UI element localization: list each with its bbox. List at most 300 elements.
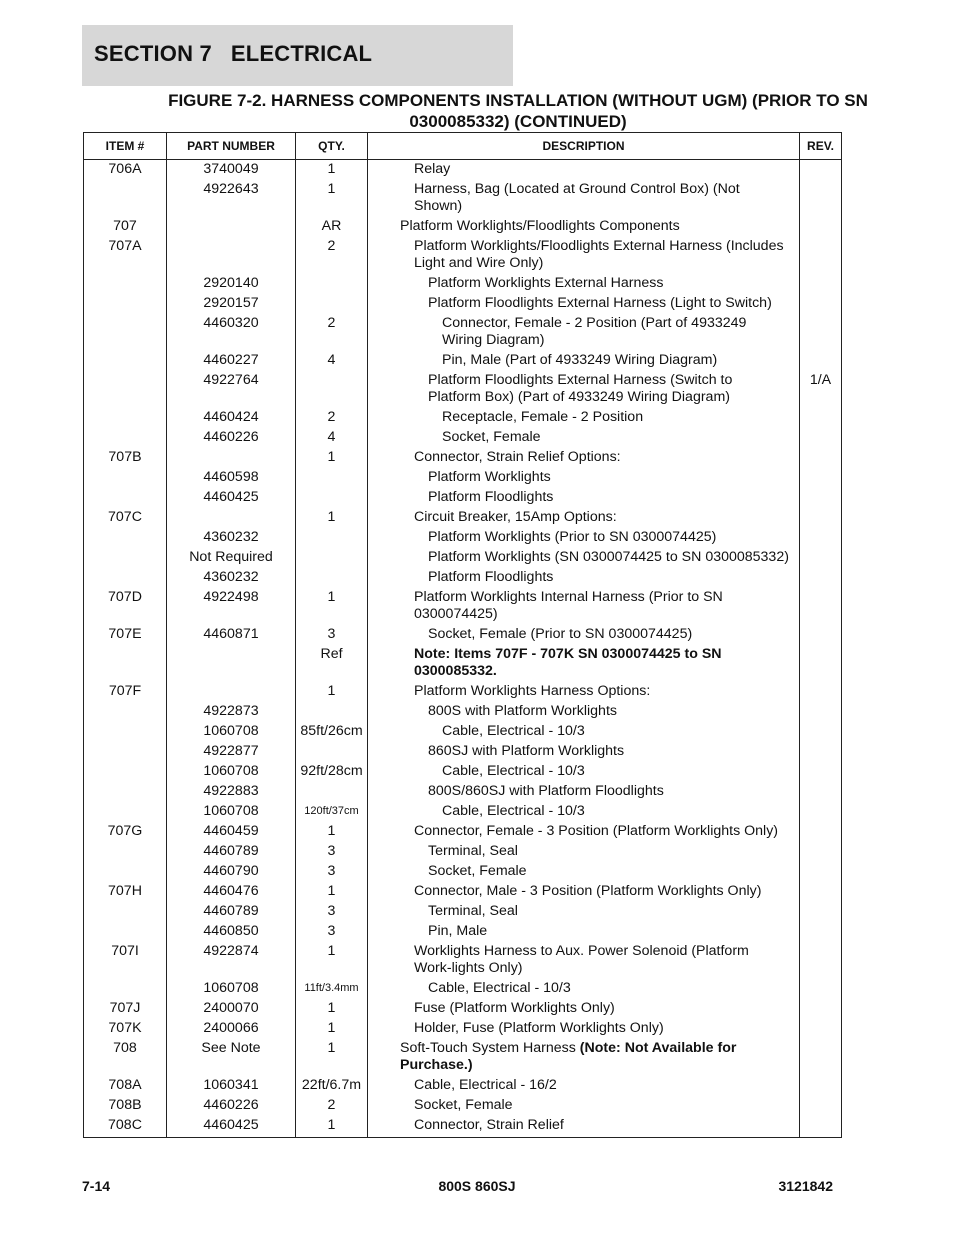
qty-cell: 120ft/37cm (296, 801, 368, 821)
rev-cell (800, 527, 842, 547)
description-text: Platform Floodlights External Harness (Switch to Platform Box) (Part of 4933249 Wiring Diagram) (428, 372, 733, 405)
description-cell (368, 313, 800, 350)
description-cell (368, 527, 800, 547)
table-row (84, 781, 842, 801)
part-number-cell: 4922877 (167, 741, 296, 761)
description-text: Platform Worklights/Floodlights Components (400, 218, 680, 234)
description-cell (368, 447, 800, 467)
header-description: DESCRIPTION (368, 133, 800, 160)
part-number-cell: 4922873 (167, 701, 296, 721)
qty-cell (296, 701, 368, 721)
description-cell (368, 841, 800, 861)
page-number: 7-14 (82, 1178, 111, 1194)
rev-cell (800, 179, 842, 216)
section-title: SECTION 7 ELECTRICAL (94, 41, 373, 66)
description-cell (368, 861, 800, 881)
item-number-cell (84, 761, 167, 781)
rev-cell (800, 644, 842, 681)
part-number-cell (167, 216, 296, 236)
description-text: Connector, Male - 3 Position (Platform Worklights Only) (414, 883, 762, 899)
description-cell (368, 921, 800, 941)
rev-cell (800, 781, 842, 801)
table-row (84, 527, 842, 547)
item-number-cell (84, 921, 167, 941)
table-row (84, 216, 842, 236)
table-row (84, 644, 842, 681)
qty-cell: AR (296, 216, 368, 236)
description-text: Platform Worklights Internal Harness (Prior to SN 0300074425) (414, 589, 723, 622)
table-row (84, 293, 842, 313)
qty-cell: 1 (296, 881, 368, 901)
table-row (84, 350, 842, 370)
rev-cell (800, 721, 842, 741)
rev-cell (800, 160, 842, 180)
table-row (84, 1038, 842, 1075)
table-row (84, 624, 842, 644)
description-text: 800S with Platform Worklights (428, 703, 617, 719)
part-number-cell: 4460850 (167, 921, 296, 941)
qty-cell: 2 (296, 313, 368, 350)
description-text: Platform Floodlights (428, 569, 554, 585)
part-number-cell: 4460789 (167, 901, 296, 921)
item-number-cell (84, 721, 167, 741)
rev-cell (800, 761, 842, 781)
description-text: Socket, Female (428, 863, 527, 879)
part-number-cell: 4460871 (167, 624, 296, 644)
item-number-cell (84, 427, 167, 447)
part-number-cell: 4460598 (167, 467, 296, 487)
description-text: Cable, Electrical - 16/2 (414, 1077, 557, 1093)
rev-cell (800, 998, 842, 1018)
qty-cell: 11ft/3.4mm (296, 978, 368, 998)
description-text: 800S/860SJ with Platform Floodlights (428, 783, 664, 799)
header-item: ITEM # (84, 133, 167, 160)
item-number-cell (84, 487, 167, 507)
description-cell (368, 273, 800, 293)
item-number-cell: 707E (84, 624, 167, 644)
description-text: Platform Worklights (Prior to SN 0300074425) (428, 529, 717, 545)
item-number-cell (84, 527, 167, 547)
description-text: Platform Floodlights External Harness (Light to Switch) (428, 295, 772, 311)
rev-cell (800, 1018, 842, 1038)
rev-cell (800, 1038, 842, 1075)
description-cell (368, 216, 800, 236)
item-number-cell (84, 293, 167, 313)
rev-cell (800, 447, 842, 467)
qty-cell: 1 (296, 1018, 368, 1038)
description-cell (368, 624, 800, 644)
description-cell (368, 370, 800, 407)
qty-cell (296, 741, 368, 761)
item-number-cell: 707G (84, 821, 167, 841)
qty-cell (296, 467, 368, 487)
table-row (84, 447, 842, 467)
item-number-cell: 708C (84, 1115, 167, 1138)
rev-cell (800, 901, 842, 921)
qty-cell: 2 (296, 407, 368, 427)
table-row (84, 547, 842, 567)
table-row (84, 427, 842, 447)
description-text: Cable, Electrical - 10/3 (428, 980, 571, 996)
description-cell (368, 487, 800, 507)
item-number-cell (84, 861, 167, 881)
part-number-cell (167, 447, 296, 467)
part-number-cell: 4460424 (167, 407, 296, 427)
part-number-cell: 4460227 (167, 350, 296, 370)
rev-cell (800, 350, 842, 370)
qty-cell: 1 (296, 179, 368, 216)
rev-cell (800, 487, 842, 507)
rev-cell (800, 587, 842, 624)
part-number-cell: 2920157 (167, 293, 296, 313)
part-number-cell (167, 644, 296, 681)
part-number-cell: 1060708 (167, 801, 296, 821)
qty-cell: 1 (296, 447, 368, 467)
description-cell (368, 781, 800, 801)
qty-cell: 3 (296, 901, 368, 921)
description-text: Platform Worklights Harness Options: (414, 683, 651, 699)
qty-cell: 4 (296, 427, 368, 447)
part-number-cell: 4922498 (167, 587, 296, 624)
part-number-cell: 1060708 (167, 761, 296, 781)
part-number-cell: 4922883 (167, 781, 296, 801)
qty-cell: 1 (296, 587, 368, 624)
rev-cell: 1/A (800, 370, 842, 407)
rev-cell (800, 467, 842, 487)
part-number-cell: 1060341 (167, 1075, 296, 1095)
qty-cell: 22ft/6.7m (296, 1075, 368, 1095)
document-number: 3121842 (778, 1178, 833, 1194)
figure-title: FIGURE 7-2. HARNESS COMPONENTS INSTALLATION (WITHOUT UGM) (PRIOR TO SN 0300085332) (CONTINUED) (168, 91, 868, 131)
item-number-cell (84, 313, 167, 350)
item-number-cell: 707I (84, 941, 167, 978)
qty-cell: 1 (296, 160, 368, 180)
description-text: Holder, Fuse (Platform Worklights Only) (414, 1020, 664, 1036)
item-number-cell: 707B (84, 447, 167, 467)
description-text: Platform Worklights/Floodlights External Harness (Includes Light and Wire Only) (414, 238, 784, 271)
description-text: Platform Worklights External Harness (428, 275, 664, 291)
table-row (84, 701, 842, 721)
table-row (84, 741, 842, 761)
qty-cell (296, 293, 368, 313)
description-text: Cable, Electrical - 10/3 (442, 763, 585, 779)
description-text: Pin, Male (428, 923, 488, 939)
qty-cell: 1 (296, 507, 368, 527)
description-text: Pin, Male (Part of 4933249 Wiring Diagram) (442, 352, 718, 368)
part-number-cell: 2400066 (167, 1018, 296, 1038)
item-number-cell (84, 467, 167, 487)
description-cell (368, 236, 800, 273)
description-cell (368, 881, 800, 901)
item-number-cell (84, 841, 167, 861)
rev-cell (800, 313, 842, 350)
description-text: Socket, Female (442, 429, 541, 445)
rev-cell (800, 1075, 842, 1095)
table-row (84, 313, 842, 350)
description-cell (368, 681, 800, 701)
table-row (84, 821, 842, 841)
table-row (84, 160, 842, 180)
part-number-cell: 2400070 (167, 998, 296, 1018)
description-text: Connector, Strain Relief Options: (414, 449, 621, 465)
qty-cell: 3 (296, 921, 368, 941)
table-row (84, 721, 842, 741)
part-number-cell: 4922764 (167, 370, 296, 407)
description-cell (368, 941, 800, 978)
rev-cell (800, 701, 842, 721)
item-number-cell: 708A (84, 1075, 167, 1095)
part-number-cell: 4360232 (167, 527, 296, 547)
table-row (84, 1095, 842, 1115)
description-text: Connector, Female - 2 Position (Part of 4933249 Wiring Diagram) (442, 315, 747, 348)
table-row (84, 841, 842, 861)
table-row (84, 507, 842, 527)
description-cell (368, 407, 800, 427)
description-text: Socket, Female (414, 1097, 513, 1113)
description-cell (368, 1075, 800, 1095)
table-row (84, 587, 842, 624)
part-number-cell: 4922643 (167, 179, 296, 216)
table-row (84, 761, 842, 781)
qty-cell: 1 (296, 1115, 368, 1138)
description-text: Connector, Strain Relief (414, 1117, 564, 1133)
rev-cell (800, 236, 842, 273)
qty-cell: 2 (296, 1095, 368, 1115)
rev-cell (800, 567, 842, 587)
description-cell (368, 721, 800, 741)
description-text: Receptacle, Female - 2 Position (442, 409, 644, 425)
description-text: Cable, Electrical - 10/3 (442, 803, 585, 819)
part-number-cell: 1060708 (167, 721, 296, 741)
description-cell (368, 1018, 800, 1038)
description-cell (368, 179, 800, 216)
part-number-cell (167, 236, 296, 273)
rev-cell (800, 978, 842, 998)
item-number-cell (84, 801, 167, 821)
part-number-cell: 4460320 (167, 313, 296, 350)
description-cell (368, 1095, 800, 1115)
description-text: Terminal, Seal (428, 903, 518, 919)
table-row (84, 487, 842, 507)
header-part-number: PART NUMBER (167, 133, 296, 160)
qty-cell: 1 (296, 998, 368, 1018)
description-cell (368, 801, 800, 821)
description-cell (368, 701, 800, 721)
description-text: Connector, Female - 3 Position (Platform Worklights Only) (414, 823, 779, 839)
item-number-cell (84, 179, 167, 216)
description-cell (368, 998, 800, 1018)
table-row (84, 407, 842, 427)
item-number-cell (84, 547, 167, 567)
description-text: 860SJ with Platform Worklights (428, 743, 625, 759)
item-number-cell (84, 741, 167, 761)
qty-cell: 92ft/28cm (296, 761, 368, 781)
rev-cell (800, 821, 842, 841)
item-number-cell: 707F (84, 681, 167, 701)
description-text: Socket, Female (Prior to SN 0300074425) (428, 626, 693, 642)
table-row (84, 1075, 842, 1095)
table-row (84, 901, 842, 921)
table-row (84, 1018, 842, 1038)
qty-cell: 2 (296, 236, 368, 273)
item-number-cell: 707K (84, 1018, 167, 1038)
item-number-cell (84, 567, 167, 587)
rev-cell (800, 681, 842, 701)
rev-cell (800, 941, 842, 978)
qty-cell: 1 (296, 821, 368, 841)
table-row (84, 881, 842, 901)
item-number-cell: 707D (84, 587, 167, 624)
description-cell (368, 821, 800, 841)
table-row (84, 941, 842, 978)
description-text: Platform Worklights (SN 0300074425 to SN 0300085332) (428, 549, 789, 565)
header-qty: QTY. (296, 133, 368, 160)
table-row (84, 998, 842, 1018)
description-cell (368, 427, 800, 447)
description-text: Fuse (Platform Worklights Only) (414, 1000, 615, 1016)
item-number-cell: 706A (84, 160, 167, 180)
item-number-cell: 707A (84, 236, 167, 273)
rev-cell (800, 216, 842, 236)
item-number-cell (84, 370, 167, 407)
description-cell (368, 1038, 800, 1075)
rev-cell (800, 507, 842, 527)
description-cell (368, 350, 800, 370)
item-number-cell (84, 644, 167, 681)
table-body (84, 160, 842, 1138)
item-number-cell: 708 (84, 1038, 167, 1075)
table-row (84, 921, 842, 941)
item-number-cell: 707H (84, 881, 167, 901)
table-row (84, 801, 842, 821)
part-number-cell: 4460226 (167, 1095, 296, 1115)
description-cell (368, 160, 800, 180)
qty-cell: 1 (296, 1038, 368, 1075)
section-banner (82, 25, 513, 86)
part-number-cell: 4922874 (167, 941, 296, 978)
qty-cell (296, 273, 368, 293)
table-row (84, 179, 842, 216)
qty-cell (296, 781, 368, 801)
qty-cell: Ref (296, 644, 368, 681)
item-number-cell: 707C (84, 507, 167, 527)
qty-cell: 4 (296, 350, 368, 370)
description-cell (368, 978, 800, 998)
item-number-cell: 708B (84, 1095, 167, 1115)
qty-cell (296, 370, 368, 407)
item-number-cell (84, 350, 167, 370)
part-number-cell: 1060708 (167, 978, 296, 998)
rev-cell (800, 1115, 842, 1138)
table-row (84, 273, 842, 293)
part-number-cell: 4460226 (167, 427, 296, 447)
description-cell (368, 741, 800, 761)
rev-cell (800, 841, 842, 861)
part-number-cell: 4460425 (167, 487, 296, 507)
item-number-cell (84, 407, 167, 427)
description-cell (368, 761, 800, 781)
table-row (84, 467, 842, 487)
rev-cell (800, 547, 842, 567)
item-number-cell (84, 901, 167, 921)
qty-cell: 1 (296, 681, 368, 701)
part-number-cell: 4460425 (167, 1115, 296, 1138)
rev-cell (800, 407, 842, 427)
header-rev: REV. (800, 133, 842, 160)
item-number-cell: 707 (84, 216, 167, 236)
item-number-cell (84, 781, 167, 801)
item-number-cell (84, 273, 167, 293)
rev-cell (800, 273, 842, 293)
description-cell (368, 587, 800, 624)
part-number-cell: 3740049 (167, 160, 296, 180)
part-number-cell: 4460790 (167, 861, 296, 881)
table-header-row (84, 133, 842, 160)
qty-cell: 1 (296, 941, 368, 978)
item-number-cell (84, 978, 167, 998)
rev-cell (800, 921, 842, 941)
rev-cell (800, 801, 842, 821)
parts-table (83, 132, 842, 1138)
description-cell (368, 644, 800, 681)
qty-cell: 3 (296, 624, 368, 644)
rev-cell (800, 741, 842, 761)
rev-cell (800, 293, 842, 313)
description-note: (Note: Not Available for Purchase.) (400, 1040, 737, 1073)
part-number-cell: 4360232 (167, 567, 296, 587)
table-row (84, 861, 842, 881)
description-cell (368, 547, 800, 567)
description-cell (368, 507, 800, 527)
part-number-cell: 4460459 (167, 821, 296, 841)
description-text: Harness, Bag (Located at Ground Control Box) (Not Shown) (414, 181, 740, 214)
part-number-cell: See Note (167, 1038, 296, 1075)
description-text: Note: Items 707F - 707K SN 0300074425 to SN 0300085332. (414, 646, 722, 679)
qty-cell (296, 527, 368, 547)
part-number-cell: 4460476 (167, 881, 296, 901)
rev-cell (800, 624, 842, 644)
part-number-cell (167, 507, 296, 527)
qty-cell (296, 547, 368, 567)
table-row (84, 681, 842, 701)
rev-cell (800, 1095, 842, 1115)
table-row (84, 370, 842, 407)
description-cell (368, 1115, 800, 1138)
description-text: Relay (414, 161, 451, 177)
model-name: 800S 860SJ (438, 1178, 516, 1194)
description-cell (368, 901, 800, 921)
rev-cell (800, 861, 842, 881)
item-number-cell (84, 701, 167, 721)
table-row (84, 567, 842, 587)
description-text: Platform Floodlights (428, 489, 554, 505)
description-text: Soft-Touch System Harness (400, 1040, 580, 1056)
part-number-cell: 4460789 (167, 841, 296, 861)
part-number-cell: 2920140 (167, 273, 296, 293)
description-cell (368, 567, 800, 587)
rev-cell (800, 881, 842, 901)
qty-cell: 3 (296, 861, 368, 881)
description-text: Circuit Breaker, 15Amp Options: (414, 509, 617, 525)
table-row (84, 978, 842, 998)
table-row (84, 236, 842, 273)
qty-cell (296, 567, 368, 587)
part-number-cell: Not Required (167, 547, 296, 567)
table-row (84, 1115, 842, 1138)
description-text: Cable, Electrical - 10/3 (442, 723, 585, 739)
qty-cell: 3 (296, 841, 368, 861)
description-text: Worklights Harness to Aux. Power Solenoid (Platform Work-lights Only) (414, 943, 749, 976)
